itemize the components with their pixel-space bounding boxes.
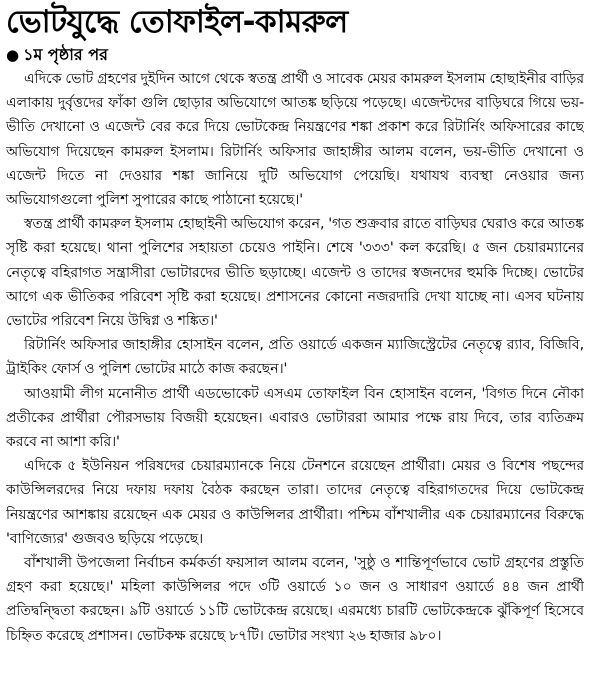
- continuation-line: [6, 44, 584, 66]
- headline: ভোটযুদ্ধে তোফাইল-কামরুল: [6, 4, 348, 40]
- bullet-icon: ●: [6, 46, 20, 64]
- paragraph: এদিকে ভোট গ্রহণের দুইদিন আগে থেকে স্বতন্ত্র প্রার্থী ও সাবেক মেয়র কামরুল ইসলাম হোছাইনীর বাড়ির এলাকায় দুর্বৃত্তদের ফাঁকা গুলি ছোড়ার অভিযোগে আতঙ্ক ছড়িয়ে পড়েছে। এজেন্টদের বাড়িঘরে গিয়ে ভয়-ভীতি দেখানো ও এজেন্ট বের করে দিয়ে ভোটকেন্দ্র নিয়ন্ত্রণের শঙ্কা প্রকাশ করে রিটার্নিং অফিসারের কাছে অভিযোগ দিয়েছেন কামরুল ইসলাম। রিটার্নিং অফিসার জাহাঙ্গীর আলম বলেন, ভয়-ভীতি দেখানো ও এজেন্ট দিতে না দেওয়ার শঙ্কা জানিয়ে দুটি অভিযোগ পেয়েছি। যথাযথ ব্যবস্থা নেওয়ার জন্য অভিযোগগুলো পুলিশ সুপারের কাছে পাঠানো হয়েছে।': [6, 71, 584, 209]
- paragraph: আওয়ামী লীগ মনোনীত প্রার্থী এডভোকেট এসএম তোফাইল বিন হোসাইন বলেন, 'বিগত দিনে নৌকা প্রতীকের প্রার্থীরা পৌরসভায় বিজয়ী হয়েছেন। এবারও ভোটাররা আমার পক্ষে রায় দিবে, তার ব্যতিক্রম করবে না আশা করি।': [6, 385, 584, 451]
- news-article: [6, 0, 584, 687]
- continuation-text: ১ম পৃষ্ঠার পর: [23, 45, 108, 64]
- paragraph: স্বতন্ত্র প্রার্থী কামরুল ইসলাম হোছাইনী অভিযোগ করেন, 'গত শুক্রবার রাতে বাড়িঘর ঘেরাও করে আতঙ্ক সৃষ্টি করা হয়েছে। থানা পুলিশের সহায়তা চেয়েও পাইনি। শেষে '৩৩৩' কল করেছি। ৫ জন চেয়ারম্যানের নেতৃত্বে বহিরাগত সন্ত্রাসীরা ভোটারদের ভীতি ছড়াচ্ছে। এজেন্ট ও তাদের স্বজনদের হুমকি দিচ্ছে। ভোটের আগে এক ভীতিকর পরিবেশ সৃষ্টি করা হয়েছে। প্রশাসনের কোনো নজরদারি দেখা যাচ্ছে না। এসব ঘটনায় ভোটের পরিবেশ নিয়ে উদ্বিগ্ন ও শঙ্কিত।': [6, 216, 584, 330]
- paragraph: রিটার্নিং অফিসার জাহাঙ্গীর হোসাইন বলেন, প্রতি ওয়ার্ডে একজন ম্যাজিস্ট্রেটের নেতৃত্বে র‍্যাব, বিজিবি, ট্রাইকিং ফোর্স ও পুলিশ ভোটের মাঠে কাজ করছেন।': [6, 337, 584, 378]
- paragraph: এদিকে ৫ ইউনিয়ন পরিষদের চেয়ারম্যানকে নিয়ে টেনশনে রয়েছেন প্রার্থীরা। মেয়র ও বিশেষ পছন্দের কাউন্সিলরদের নিয়ে দফায় দফায় বৈঠক করছেন তারা। তাদের নেতৃত্বে বহিরাগতদের দিয়ে ভোটকেন্দ্র নিয়ন্ত্রণের আশঙ্কায় রয়েছেন এক মেয়র ও কাউন্সিলর প্রার্থীরা। পশ্চিম বাঁশখালীর এক চেয়ারম্যানের বিরুদ্ধে 'বাণিজ্যের' গুজবও ছড়িয়ে পড়েছে।: [6, 458, 584, 547]
- paragraph: বাঁশখালী উপজেলা নির্বাচন কর্মকর্তা ফয়সাল আলম বলেন, 'সুষ্ঠু ও শান্তিপূর্ণভাবে ভোট গ্রহণের প্রস্তুতি গ্রহণ করা হয়েছে।' মহিলা কাউন্সিলর পদে ৩টি ওয়ার্ডে ১০ জন ও সাধারণ ওয়ার্ডে ৪৪ জন প্রার্থী প্রতিদ্বন্দ্বিতা করছেন। ৯টি ওয়ার্ডে ১১টি ভোটকেন্দ্র রয়েছে। এরমধ্যে চারটি ভোটকেন্দ্রকে ঝুঁকিপূর্ণ হিসেবে চিহ্নিত করেছে প্রশাসন। ভোটকক্ষ রয়েছে ৮৭টি। ভোটার সংখ্যা ২৬ হাজার ৯৮০।: [6, 555, 584, 644]
- article-body: [6, 67, 584, 648]
